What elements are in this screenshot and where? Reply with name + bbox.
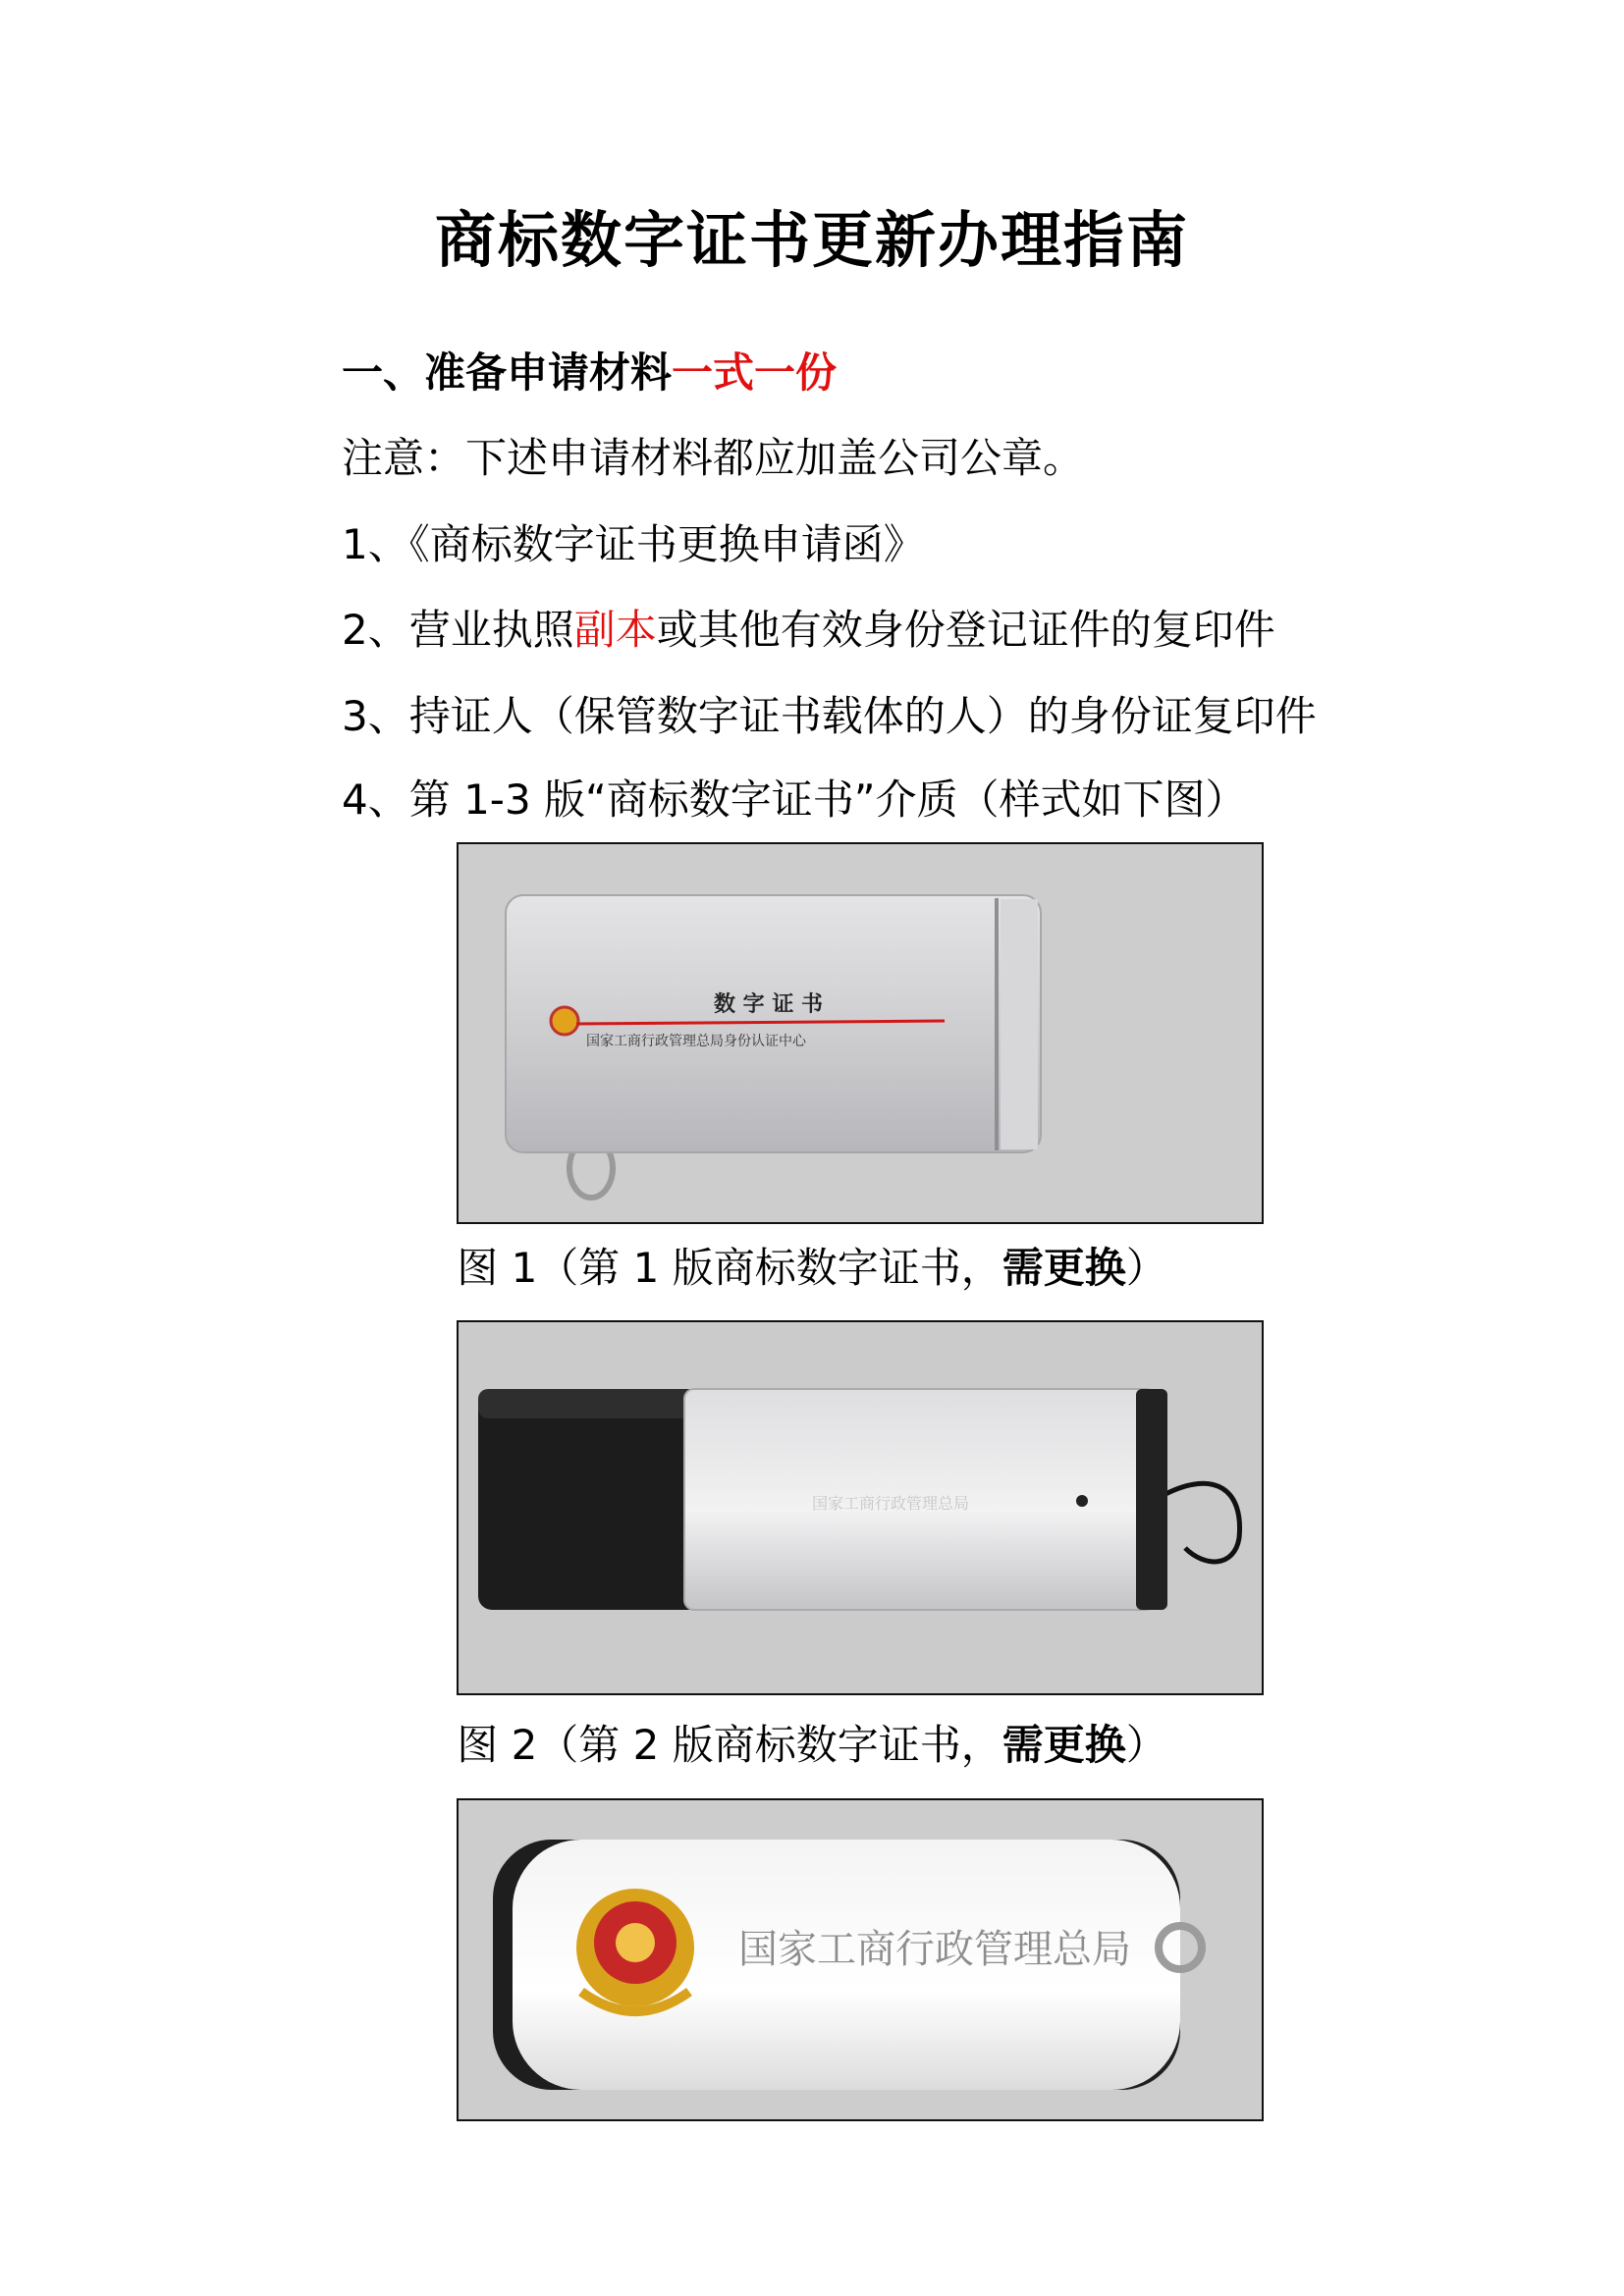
note-text: 注意：下述申请材料都应加盖公司公章。 <box>342 434 1085 482</box>
section-heading-highlight: 一式一份 <box>672 348 838 397</box>
list-item-3: 3、持证人（保管数字证书载体的人）的身份证复印件 <box>342 692 1317 740</box>
figure-1-caption <box>0 1239 1624 1298</box>
section-heading-text: 一、准备申请材料 <box>342 348 673 397</box>
usb-key-v1-image <box>459 844 1262 1222</box>
list-item-1: 1、《商标数字证书更换申请函》 <box>342 520 925 568</box>
usb-key-v3-image <box>459 1800 1262 2119</box>
figure-2-caption <box>0 1716 1624 1775</box>
figure-1-caption-end: ） <box>1125 1244 1167 1292</box>
list-item-2 <box>342 601 1275 660</box>
figure-2-caption-emphasis: 需更换 <box>1001 1721 1126 1769</box>
figure-1-caption-text: 图 1（第 1 版商标数字证书， <box>457 1244 1002 1292</box>
figure-2-caption-text: 图 2（第 2 版商标数字证书， <box>457 1721 1002 1769</box>
figure-2-caption-end: ） <box>1125 1721 1167 1769</box>
device-1-label: 数 字 证 书 <box>714 992 823 1017</box>
device-1-subtitle: 国家工商行政管理总局身份认证中心 <box>586 1034 806 1049</box>
figure-3-photo <box>457 1798 1264 2121</box>
figure-2-photo <box>457 1320 1264 1695</box>
page-title: 商标数字证书更新办理指南 <box>434 204 1189 276</box>
list-item-2-suffix: 或其他有效身份登记证件的复印件 <box>656 606 1275 654</box>
list-item-4: 4、第 1-3 版“商标数字证书”介质（样式如下图） <box>342 775 1247 824</box>
list-item-2-prefix: 2、营业执照 <box>342 606 574 654</box>
list-item-2-highlight: 副本 <box>573 606 657 654</box>
figure-1-caption-emphasis: 需更换 <box>1001 1244 1126 1292</box>
device-2-faint-text: 国家工商行政管理总局 <box>812 1494 970 1513</box>
usb-key-v2-image <box>459 1322 1262 1693</box>
section-heading-materials <box>342 344 837 402</box>
device-3-label: 国家工商行政管理总局 <box>738 1927 1131 1972</box>
figure-1-photo <box>457 842 1264 1224</box>
